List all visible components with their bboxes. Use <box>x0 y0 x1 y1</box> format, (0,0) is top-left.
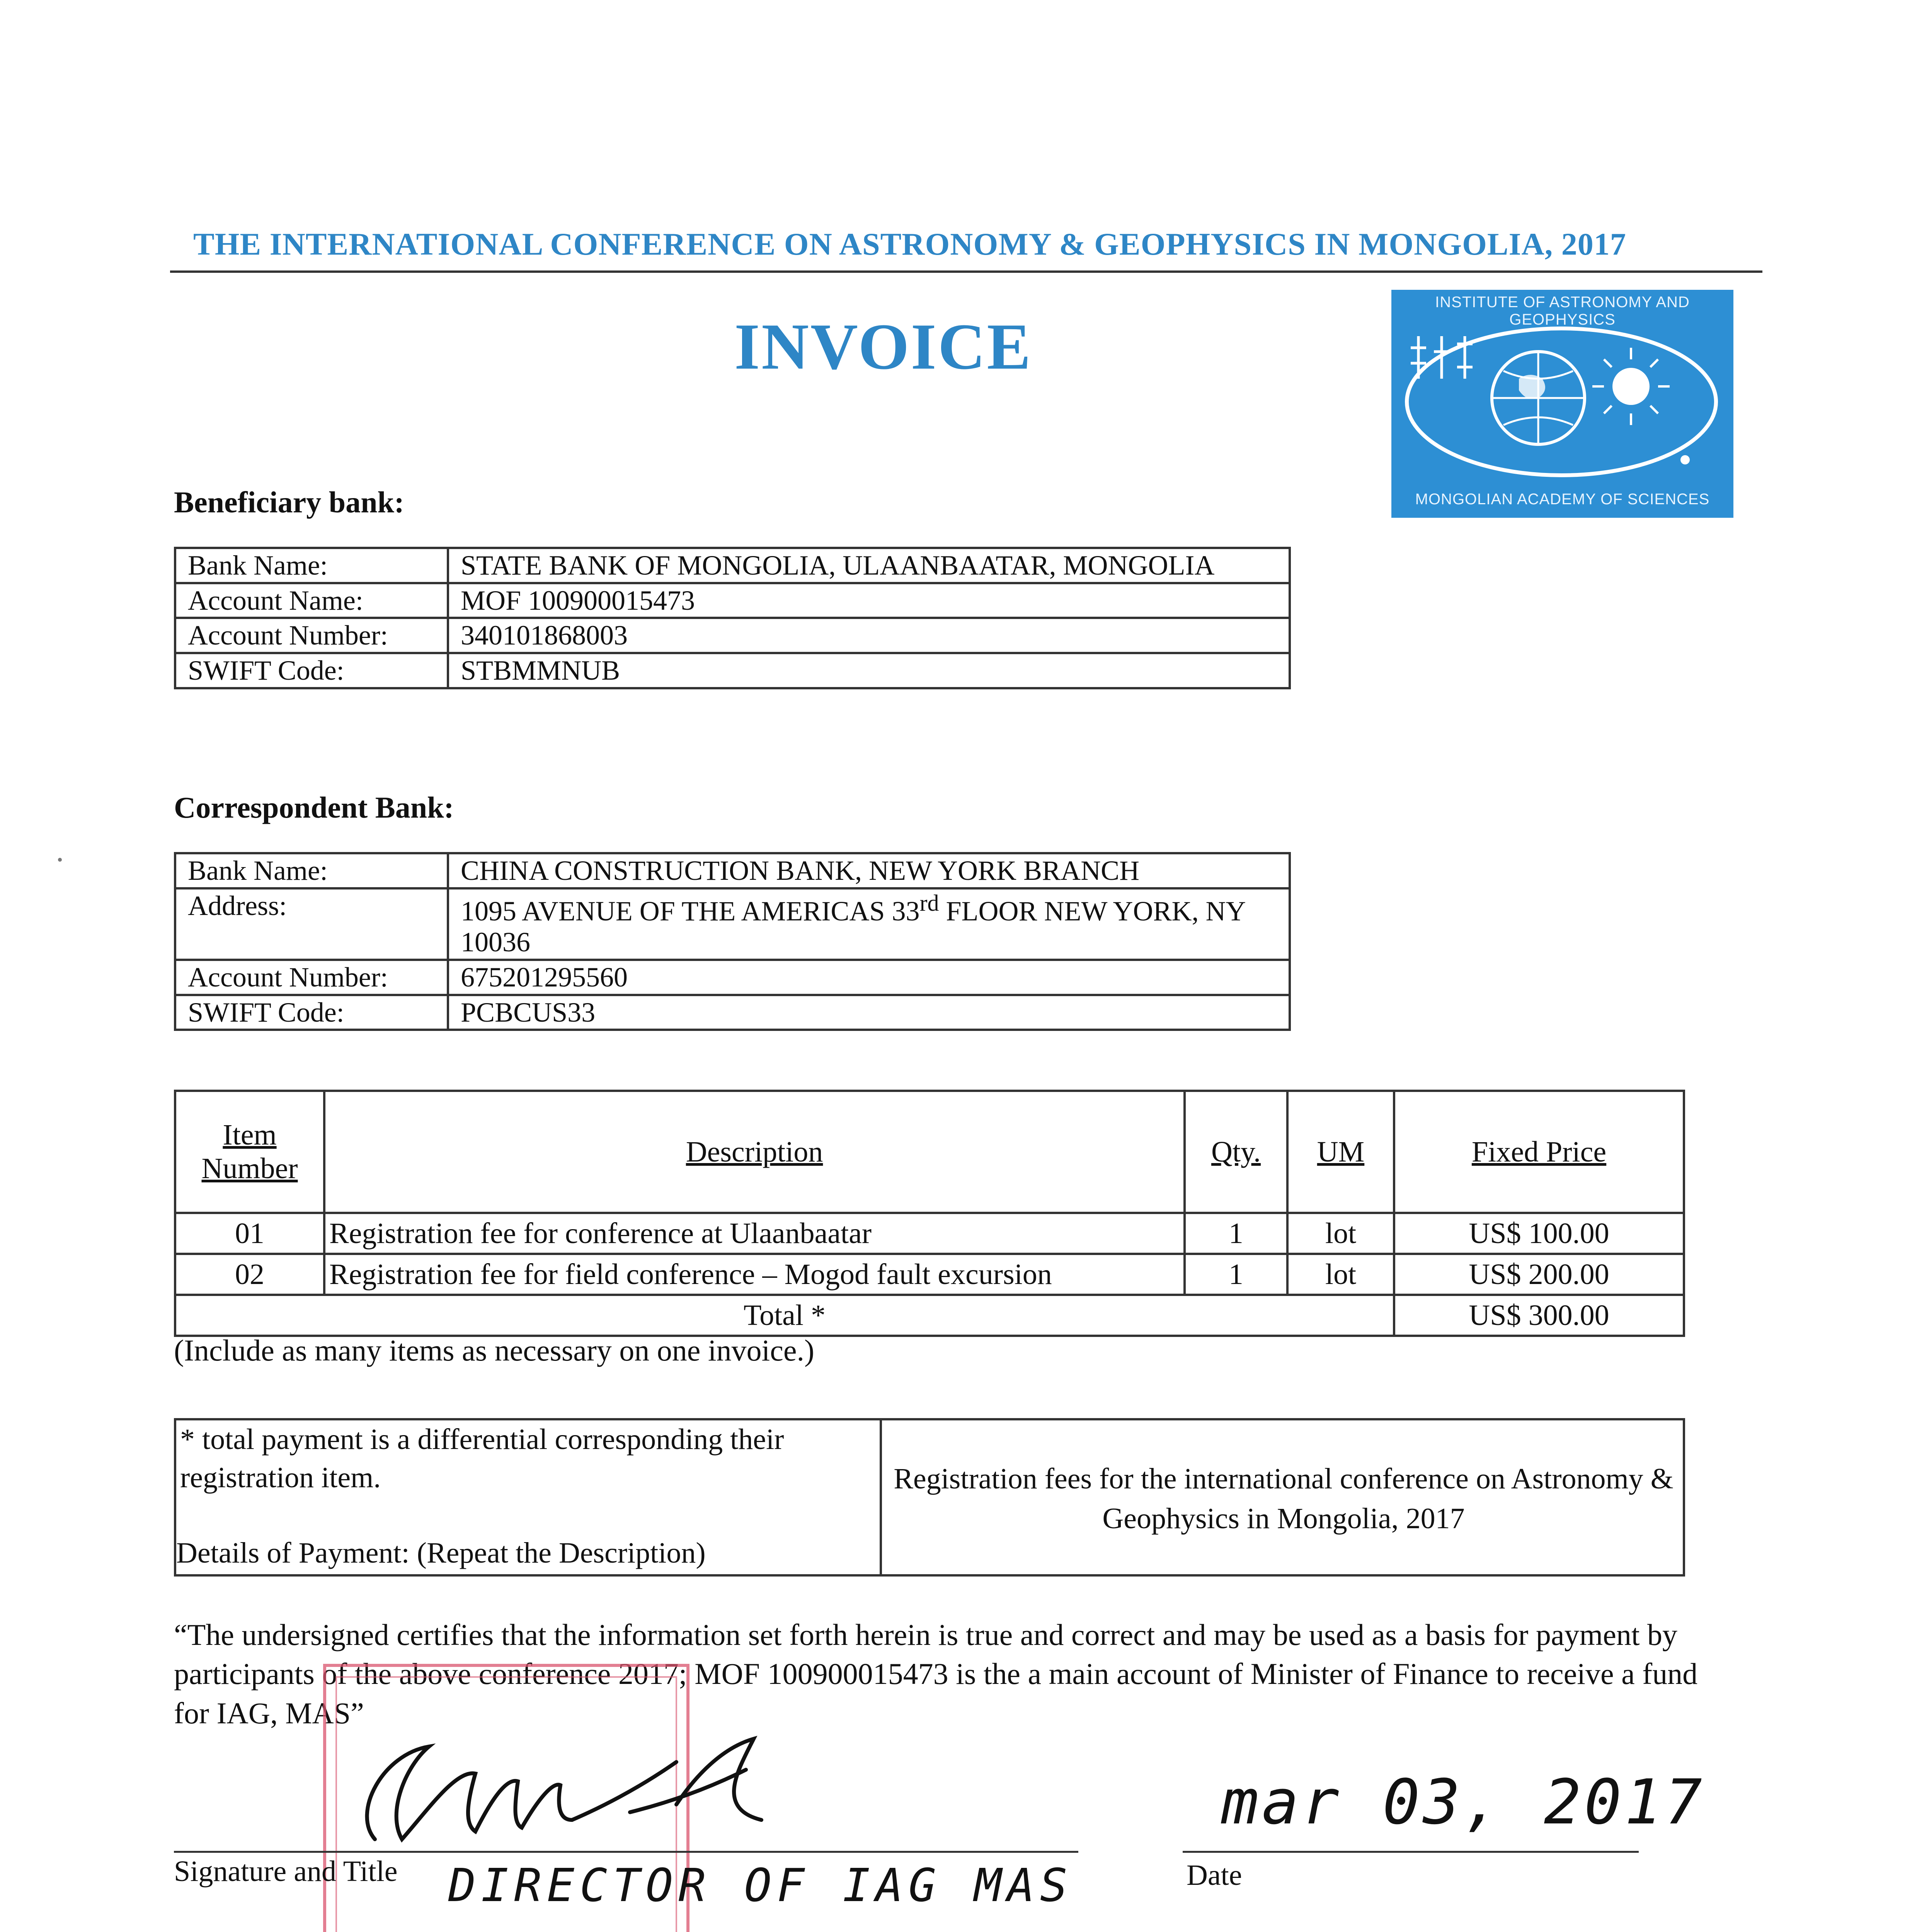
table-row <box>175 853 1290 888</box>
swift-code-label: SWIFT Code: <box>175 995 448 1030</box>
total-value: US$ 300.00 <box>1394 1295 1684 1336</box>
description-header: Description <box>324 1091 1185 1213</box>
table-row <box>175 618 1290 653</box>
logo-bottom-text: MONGOLIAN ACADEMY OF SCIENCES <box>1415 491 1710 508</box>
header-rule <box>170 270 1762 273</box>
total-label: Total * <box>175 1295 1394 1336</box>
total-row <box>175 1295 1684 1336</box>
beneficiary-bank-heading: Beneficiary bank: <box>174 485 404 519</box>
table-row <box>175 888 1290 960</box>
swift-code-label: SWIFT Code: <box>175 653 448 688</box>
item-description-cell: Registration fee for conference at Ulaanbaatar <box>324 1213 1185 1254</box>
address-label: Address: <box>175 888 448 960</box>
details-of-payment-label: Details of Payment: (Repeat the Description) <box>176 1537 706 1569</box>
table-row <box>175 1254 1684 1295</box>
date-label: Date <box>1187 1859 1242 1891</box>
item-price-cell: US$ 200.00 <box>1394 1254 1684 1295</box>
correspondent-bank-table <box>174 852 1291 1031</box>
qty-header: Qty. <box>1185 1091 1287 1213</box>
item-um-cell: lot <box>1287 1254 1394 1295</box>
items-note: (Include as many items as necessary on one invoice.) <box>174 1333 814 1367</box>
table-row <box>175 583 1290 618</box>
invoice-title: INVOICE <box>734 310 1032 383</box>
item-um-cell: lot <box>1287 1213 1394 1254</box>
scan-speck <box>58 858 62 862</box>
beneficiary-bank-table <box>174 547 1291 689</box>
item-number-cell: 01 <box>175 1213 324 1254</box>
items-header-row <box>175 1091 1684 1213</box>
item-description-cell: Registration fee for field conference – Mogod fault excursion <box>324 1254 1185 1295</box>
account-name-value: MOF 100900015473 <box>448 583 1290 618</box>
logo-top-text: INSTITUTE OF ASTRONOMY AND GEOPHYSICS <box>1435 294 1690 328</box>
item-number-header: Item Number <box>175 1091 324 1213</box>
table-row <box>175 995 1290 1030</box>
bank-name-label: Bank Name: <box>175 548 448 583</box>
fixed-price-header: Fixed Price <box>1394 1091 1684 1213</box>
payment-details-box <box>174 1418 1685 1577</box>
handwritten-title: DIRECTOR OF IAG MAS <box>448 1859 1073 1912</box>
conference-title: THE INTERNATIONAL CONFERENCE ON ASTRONOMY & GEOPHYSICS IN MONGOLIA, 2017 <box>193 226 1626 262</box>
handwritten-signature <box>329 1723 908 1862</box>
payment-divider <box>880 1420 882 1574</box>
item-qty-cell: 1 <box>1185 1254 1287 1295</box>
bank-name-value: CHINA CONSTRUCTION BANK, NEW YORK BRANCH <box>448 853 1290 888</box>
item-qty-cell: 1 <box>1185 1213 1287 1254</box>
account-number-label: Account Number: <box>175 960 448 995</box>
correspondent-bank-heading: Correspondent Bank: <box>174 791 454 824</box>
bank-name-value: STATE BANK OF MONGOLIA, ULAANBAATAR, MONGOLIA <box>448 548 1290 583</box>
signature-title-label: Signature and Title <box>174 1855 398 1888</box>
institute-logo <box>1391 290 1733 518</box>
certification-statement: “The undersigned certifies that the information set forth herein is true and correct and may be used as a basis for payment by participants of the above conference 2017; MOF 100900015473 is the a main account of Minister of Finance to receive a fund for IAG, MAS” <box>174 1618 1698 1730</box>
account-number-value: 340101868003 <box>448 618 1290 653</box>
date-line <box>1183 1851 1639 1853</box>
table-row <box>175 653 1290 688</box>
handwritten-date: mar 03, 2017 <box>1221 1766 1705 1838</box>
account-name-label: Account Name: <box>175 583 448 618</box>
item-price-cell: US$ 100.00 <box>1394 1213 1684 1254</box>
um-header: UM <box>1287 1091 1394 1213</box>
address-ordinal: rd <box>919 890 939 916</box>
swift-code-value: STBMMNUB <box>448 653 1290 688</box>
account-number-label: Account Number: <box>175 618 448 653</box>
item-number-cell: 02 <box>175 1254 324 1295</box>
address-main: 1095 AVENUE OF THE AMERICAS 33 <box>461 895 920 927</box>
address-value <box>448 888 1290 960</box>
globe-sun-icon <box>1391 313 1733 491</box>
payment-footnote: * total payment is a differential corresponding their registration item. <box>180 1423 784 1494</box>
table-row <box>175 548 1290 583</box>
bank-name-label: Bank Name: <box>175 853 448 888</box>
table-row <box>175 960 1290 995</box>
account-number-value: 675201295560 <box>448 960 1290 995</box>
signature-line <box>174 1851 1078 1853</box>
address-rest: FLOOR NEW YORK, NY 10036 <box>461 895 1245 958</box>
items-table <box>174 1090 1685 1337</box>
table-row <box>175 1213 1684 1254</box>
swift-code-value: PCBCUS33 <box>448 995 1290 1030</box>
payment-description: Registration fees for the international conference on Astronomy & Geophysics in Mongolia, 2017 <box>894 1463 1674 1535</box>
